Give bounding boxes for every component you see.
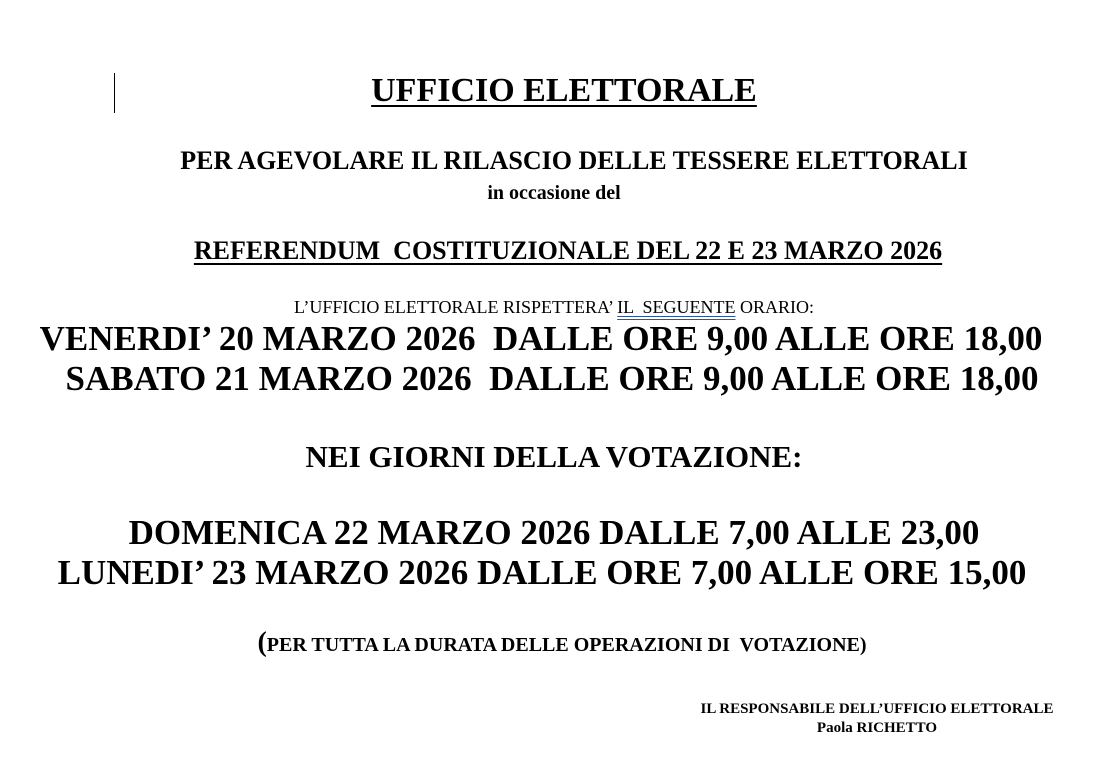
signature-role: IL RESPONSABILE DELL’UFFICIO ELETTORALE — [700, 701, 1054, 717]
note-close-paren: ) — [859, 634, 867, 656]
office-hours-friday: VENERDI’ 20 MARZO 2026 DALLE ORE 9,00 ALLE ORE 18,00 — [39, 319, 1043, 358]
schedule-intro-after: ORARIO: — [735, 297, 814, 317]
voting-note — [8, 629, 1108, 657]
schedule-intro-before: L’UFFICIO ELETTORALE RISPETTERA’ — [294, 297, 618, 317]
occasion-line: in occasione del — [487, 182, 621, 204]
voting-hours-sunday: DOMENICA 22 MARZO 2026 DALLE 7,00 ALLE 23,00 — [128, 513, 980, 552]
voting-days-heading: NEI GIORNI DELLA VOTAZIONE: — [305, 439, 803, 474]
note-open-paren: ( — [257, 627, 267, 658]
intro-line: PER AGEVOLARE IL RILASCIO DELLE TESSERE ELETTORALI — [180, 146, 968, 175]
schedule-intro-highlighted: IL SEGUENTE — [617, 297, 736, 317]
note-text: PER TUTTA LA DURATA DELLE OPERAZIONI DI VOTAZIONE — [266, 634, 860, 656]
voting-hours-monday: LUNEDI’ 23 MARZO 2026 DALLE ORE 7,00 ALLE ORE 15,00 — [57, 553, 1027, 592]
office-hours-saturday: SABATO 21 MARZO 2026 DALLE ORE 9,00 ALLE ORE 18,00 — [65, 359, 1039, 398]
schedule-intro — [0, 298, 1108, 316]
document-title: UFFICIO ELETTORALE — [371, 72, 757, 109]
signature-name: Paola RICHETTO — [816, 719, 938, 736]
signature-block — [686, 700, 1068, 738]
referendum-heading: REFERENDUM COSTITUZIONALE DEL 22 E 23 MARZO 2026 — [193, 236, 943, 265]
